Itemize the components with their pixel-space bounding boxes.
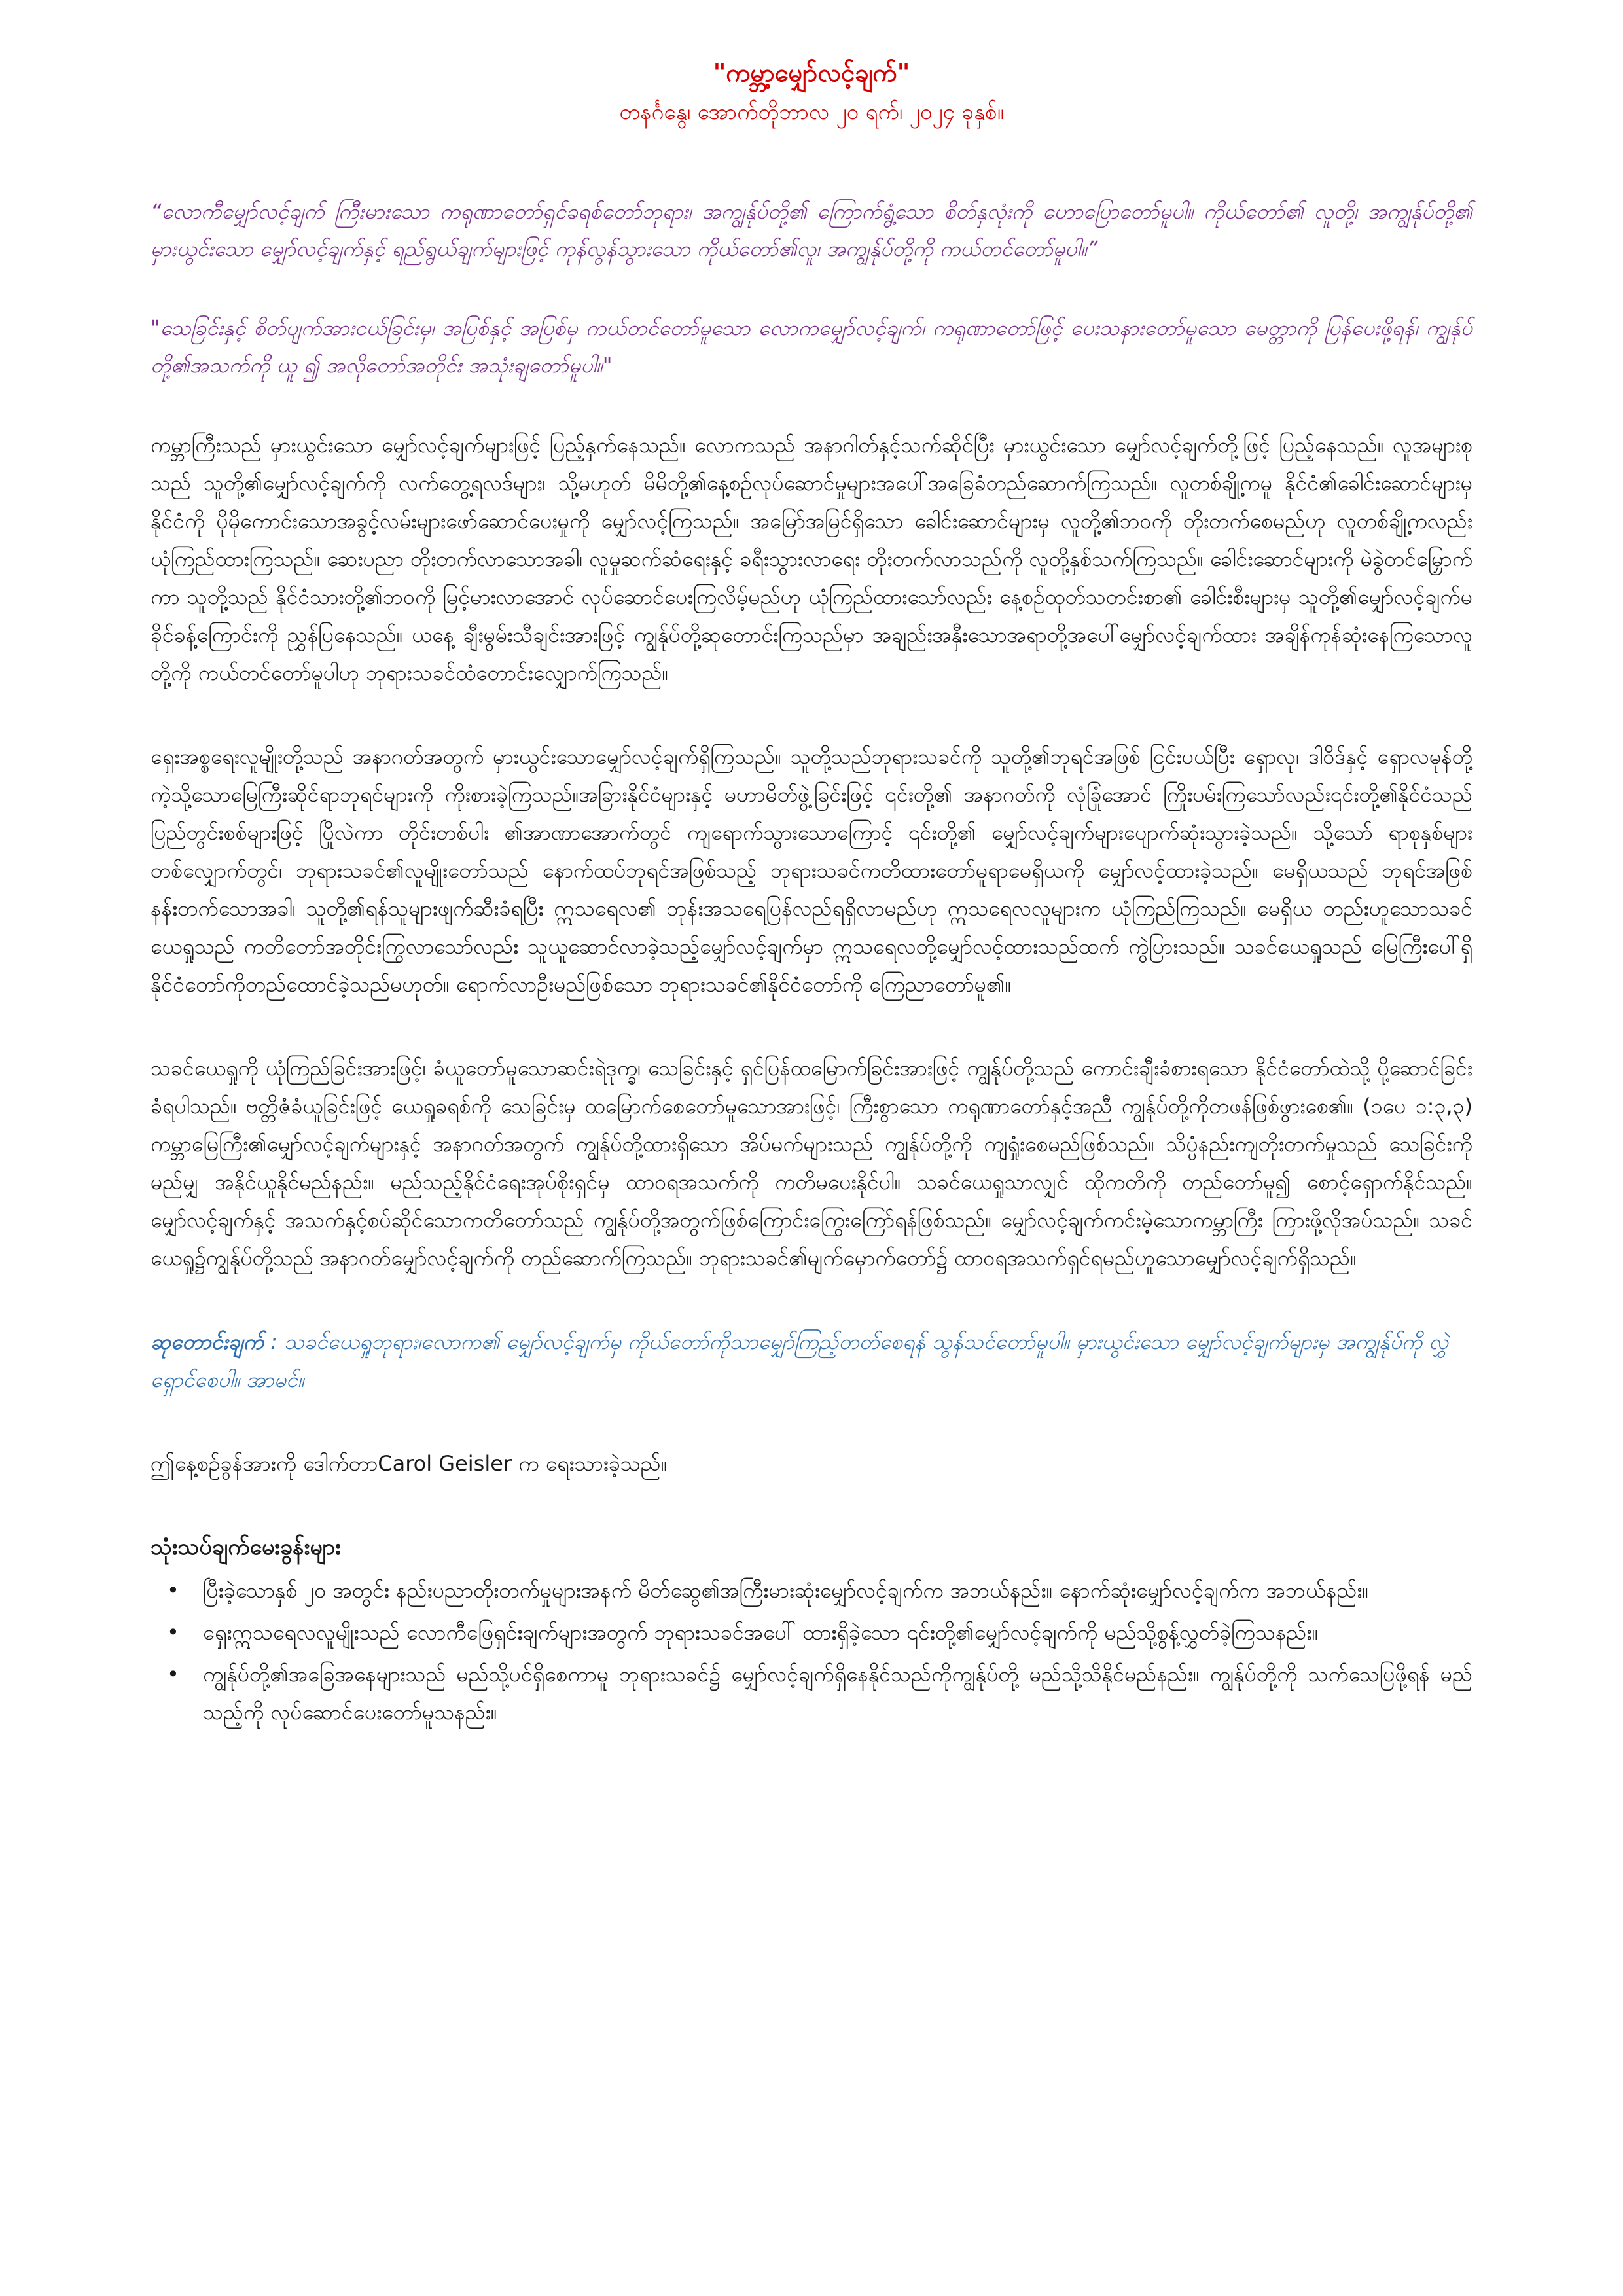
question-text: ကျွန်ုပ်တို့၏အခြေအနေများသည် မည်သို့ပင်ရှိစေကာမူ ဘုရားသခင်၌ မျှော်လင့်ချက်ရှိနေနိုင်သည်ကိုကျွန်ုပ်တို့ မည်သို့သိနိုင်မည်နည်း။ ကျွန်ုပ်တို့ကို သက်သေပြဖို့ရန် မည်သည့်ကို လုပ်ဆောင်ပေးတော်မူသနည်း။ bbox=[203, 1662, 1473, 1725]
bullet-icon: • bbox=[167, 1662, 179, 1687]
prayer-text: : သခင်ယေရှုဘုရား၊လောက၏ မျှော်လင့်ချက်မှ ကိုယ်တော်ကိုသာမျှော်ကြည့်တတ်စေရန် သွန်သင်တော်မူပါ။ မှားယွင်းသော မျှော်လင့်ချက်များမှ အကျွန်ုပ်ကို လွှဲရှောင်စေပါ။ အာမင်။ bbox=[151, 1329, 1449, 1392]
prayer bbox=[151, 1323, 1472, 1399]
body-paragraph-1: ကမ္ဘာကြီးသည် မှားယွင်းသော မျှော်လင့်ချက်များဖြင့် ပြည့်နှက်နေသည်။ လောကသည် အနာဂါတ်နှင့်သက်ဆိုင်ပြီး မှားယွင်းသော မျှော်လင့်ချက်တို့ဖြင့် ပြည့်နေသည်။ လူအများစုသည် သူတို့၏မျှော်လင့်ချက်ကို လက်တွေ့ရလဒ်များ၊ သို့မဟုတ် မိမိတို့၏နေ့စဉ်လုပ်ဆောင်မှုများအပေါ်အခြေခံတည်ဆောက်ကြသည်။ လူတစ်ချို့ကမူ နိုင်ငံ၏ခေါင်းဆောင်များမှ နိုင်ငံကို ပိုမိုကောင်းသောအခွင့်လမ်းများဖော်ဆောင်ပေးမှုကို မျှော်လင့်ကြသည်။ အမြော်အမြင်ရှိသော ခေါင်းဆောင်များမှ လူတို့၏ဘဝကို တိုးတက်စေမည်ဟု လူတစ်ချို့ကလည်း ယုံကြည်ထားကြသည်။ ဆေးပညာ တိုးတက်လာသောအခါ၊ လူမှုဆက်ဆံရေးနှင့် ခရီးသွားလာရေး တိုးတက်လာသည်ကို လူတို့နှစ်သက်ကြသည်။ ခေါင်းဆောင်များကို မဲခွဲတင်မြှောက်ကာ သူတို့သည် နိုင်ငံသားတို့၏ဘဝကို မြင့်မားလာအောင် လုပ်ဆောင်ပေးကြလိမ့်မည်ဟု ယုံကြည်ထားသော်လည်း နေ့စဉ်ထုတ်သတင်းစာ၏ ခေါင်းစီးများမှ သူတို့၏မျှော်လင့်ချက်မခိုင်ခန့်ကြောင်းကို ညွှန်ပြနေသည်။ ယနေ့ ချီးမွမ်းသီချင်းအားဖြင့် ကျွန်ုပ်တို့ဆုတောင်းကြသည်မှာ အချည်းအနှီးသောအရာတို့အပေါ်မျှော်လင့်ချက်ထား အချိန်ကုန်ဆုံးနေကြသောလူတို့ကို ကယ်တင်တော်မူပါဟု ဘုရားသခင်ထံတောင်းလျှောက်ကြသည်။ bbox=[151, 433, 1472, 685]
opening-quote-1: “လောကီမျှော်လင့်ချက် ကြီးမားသော ကရုဏာတော်ရှင်ခရစ်တော်ဘုရား၊ အကျွန်ုပ်တို့၏ ကြောက်ရွံ့သော စိတ်နှလုံးကို ဟောပြောတော်မူပါ။ ကိုယ်တော်၏ လူတို့၊ အကျွန်ုပ်တို့၏ မှားယွင်းသော မျှော်လင့်ချက်နှင့် ရည်ရွယ်ချက်များဖြင့် ကုန်လွန်သွားသော ကိုယ်တော်၏လူ၊ အကျွန်ုပ်တို့ကို ကယ်တင်တော်မူပါ။” bbox=[151, 199, 1473, 261]
header bbox=[151, 52, 1472, 131]
question-item bbox=[167, 1571, 1472, 1609]
page-title: "ကမ္ဘာ့မျှော်လင့်ချက်" bbox=[713, 58, 910, 87]
questions-list bbox=[151, 1571, 1472, 1731]
body-paragraph-2: ရှေးအစ္စရေးလူမျိုးတို့သည် အနာဂတ်အတွက် မှားယွင်းသောမျှော်လင့်ချက်ရှိကြသည်။ သူတို့သည်ဘုရားသခင်ကို သူတို့၏ဘုရင်အဖြစ် ငြင်းပယ်ပြီး ရှောလု၊ ဒါဝိဒ်နှင့် ရှောလမုန်တို့ကဲ့သို့သောမြေကြီးဆိုင်ရာဘုရင်များကို ကိုးစားခဲ့ကြသည်။အခြားနိုင်ငံများနှင့် မဟာမိတ်ဖွဲ့ခြင်းဖြင့် ၎င်းတို့၏ အနာဂတ်ကို လုံခြုံအောင် ကြိုးပမ်းကြသော်လည်း၎င်းတို့၏နိုင်ငံသည် ပြည်တွင်းစစ်များဖြင့် ပြိုလဲကာ တိုင်းတစ်ပါး ၏အာဏာအောက်တွင် ကျရောက်သွားသောကြောင့် ၎င်းတို့၏ မျှော်လင့်ချက်များပျောက်ဆုံးသွားခဲ့သည်။ သို့သော် ရာစုနှစ်များတစ်လျှောက်တွင်၊ ဘုရားသခင်၏လူမျိုးတော်သည် နောက်ထပ်ဘုရင်အဖြစ်သည့် ဘုရားသခင်ကတိထားတော်မူရာမေရှိယကို မျှော်လင့်ထားခဲ့သည်။ မေရှိယသည် ဘုရင်အဖြစ် နန်းတက်သောအခါ၊ သူတို့၏ရန်သူများဖျက်ဆီးခံရပြီး ဣသရေလ၏ ဘုန်းအသရေပြန်လည်ရရှိလာမည်ဟု ဣသရေလလူများက ယုံကြည်ကြသည်။ မေရှိယ တည်းဟူသောသခင်ယေရှုသည် ကတိတော်အတိုင်းကြွလာသော်လည်း သူယူဆောင်လာခဲ့သည့်မျှော်လင့်ချက်မှာ ဣသရေလတို့မျှော်လင့်ထားသည်ထက် ကွဲပြားသည်။ သခင်ယေရှုသည် မြေကြီးပေါ်ရှိနိုင်ငံတော်ကိုတည်ထောင်ခဲ့သည်မဟုတ်။ ရောက်လာဦးမည်ဖြစ်သော ဘုရားသခင်၏နိုင်ငံတော်ကို ကြေညာတော်မူ၏။ bbox=[151, 744, 1473, 997]
question-item bbox=[167, 1655, 1473, 1731]
prayer-label: ဆုတောင်းချက် bbox=[151, 1329, 264, 1354]
question-text: ရှေးဣသရေလလူမျိုးသည် လောကီဖြေရှင်းချက်များအတွက် ဘုရားသခင်အပေါ် ထားရှိခဲ့သော ၎င်းတို့၏မျှော်လင့်ချက်ကို မည်သို့စွန့်လွှတ်ခဲ့ကြသနည်း။ bbox=[203, 1620, 1319, 1645]
author-credit: ဤနေ့စဉ်ခွန်အားကို ဒေါက်တာCarol Geisler က ရေးသားခဲ့သည်။ bbox=[151, 1451, 668, 1476]
questions-heading: သုံးသပ်ချက်မေးခွန်းများ bbox=[151, 1534, 341, 1560]
bullet-icon: • bbox=[167, 1620, 179, 1645]
bullet-icon: • bbox=[167, 1578, 179, 1603]
question-text: ပြီးခဲ့သောနှစ် ၂၀ အတွင်း နည်းပညာတိုးတက်မှုများအနက် မိတ်ဆွေ၏အကြီးမားဆုံးမျှော်လင့်ချက်က အဘယ်နည်း။ နောက်ဆုံးမျှော်လင့်ချက်က အဘယ်နည်း။ bbox=[203, 1578, 1369, 1603]
page-date: တနင်္ဂနွေ၊ အောက်တိုဘာလ ၂၀ ရက်၊ ၂၀၂၄ ခုနှစ်။ bbox=[619, 99, 1004, 124]
question-item bbox=[167, 1613, 1472, 1651]
body-paragraph-3: သခင်ယေရှုကို ယုံကြည်ခြင်းအားဖြင့်၊ ခံယူတော်မူသောဆင်းရဲဒုက္ခ၊ သေခြင်းနှင့် ရှင်ပြန်ထမြောက်ခြင်းအားဖြင့် ကျွန်ုပ်တို့သည် ကောင်းချီးခံစားရသော နိုင်ငံတော်ထဲသို့ ပို့ဆောင်ခြင်းခံရပါသည်။ ဗတ္တိဇံခံယူခြင်းဖြင့် ယေရှုခရစ်ကို သေခြင်းမှ ထမြောက်စေတော်မူသောအားဖြင့်၊ ကြီးစွာသော ကရုဏာတော်နှင့်အညီ ကျွန်ုပ်တို့ကိုတဖန်ဖြစ်ဖွားစေ၏။ (၁ပေ ၁:၃,၃) ကမ္ဘာမြေကြီး၏မျှော်လင့်ချက်များနှင့် အနာဂတ်အတွက် ကျွန်ုပ်တို့ထားရှိသော အိပ်မက်များသည် ကျွန်ုပ်တို့ကို ကျရှုံးစေမည်ဖြစ်သည်။ သိပ္ပံနည်းကျတိုးတက်မှုသည် သေခြင်းကို မည်မျှ အနိုင်ယူနိုင်မည်နည်း။ မည်သည့်နိုင်ငံရေးအုပ်စိုးရှင်မှ ထာဝရအသက်ကို ကတိမပေးနိုင်ပါ။ သခင်ယေရှုသာလျှင် ထိုကတိကို တည်တော်မူ၍ စောင့်ရှောက်နိုင်သည်။ မျှော်လင့်ချက်နှင့် အသက်နှင့်စပ်ဆိုင်သောကတိတော်သည် ကျွန်ုပ်တို့အတွက်ဖြစ်ကြောင်းကြွေးကြော်ရန်ဖြစ်သည်။ မျှော်လင့်ချက်ကင်းမဲ့သောကမ္ဘာကြီး ကြားဖို့လိုအပ်သည်။ သခင်ယေရှု၌ကျွန်ုပ်တို့သည် အနာဂတ်မျှော်လင့်ချက်ကို တည်ဆောက်ကြသည်။ ဘုရားသခင်၏မျက်မှောက်တော်၌ ထာဝရအသက်ရှင်ရမည်ဟူသောမျှော်လင့်ချက်ရှိသည်။ bbox=[151, 1056, 1473, 1270]
opening-quote-2: "သေခြင်းနှင့် စိတ်ပျက်အားငယ်ခြင်းမှ၊ အပြစ်နှင့် အပြစ်မှ ကယ်တင်တော်မူသော လောကမျှော်လင့်ချက်၊ ကရုဏာတော်ဖြင့် ပေးသနားတော်မူသော မေတ္တာကို ပြန်ပေးဖို့ရန်၊ ကျွန်ုပ်တို့၏အသက်ကို ယူ ၍ အလိုတော်အတိုင်း အသုံးချတော်မူပါ။" bbox=[151, 315, 1472, 378]
